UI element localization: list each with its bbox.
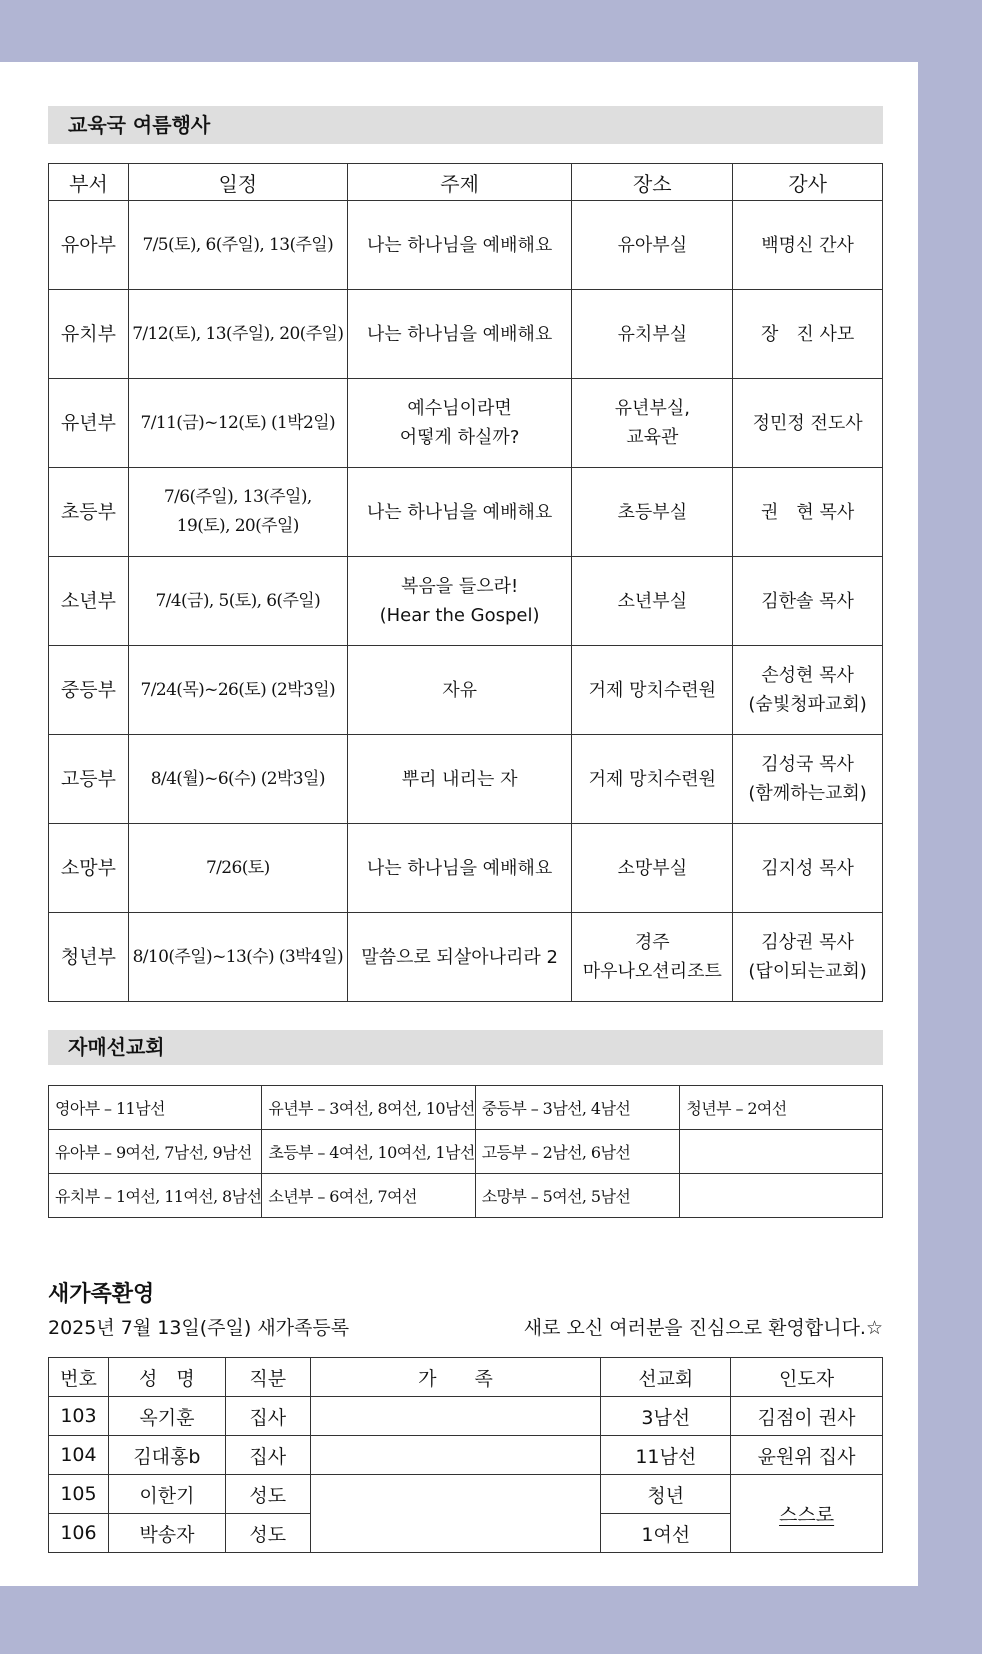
cell-line: 경주 — [634, 932, 670, 953]
cell-line: 소망부실 — [617, 857, 688, 879]
mission-cell: 영아부 – 11남선 — [49, 1086, 262, 1130]
cell-name: 박송자 — [108, 1514, 225, 1553]
missions-table — [48, 1085, 883, 1218]
cell-place — [572, 824, 733, 913]
section-title-missions: 자매선교회 — [48, 1030, 883, 1065]
table-row — [49, 1436, 883, 1475]
cell-date — [128, 379, 347, 468]
cell-theme — [347, 201, 572, 290]
cell-speaker — [733, 913, 883, 1002]
cell-date — [128, 735, 347, 824]
cell-line: 말씀으로 되살아나리라 2 — [361, 946, 558, 968]
cell-speaker — [733, 201, 883, 290]
cell-line: 어떻게 하실까? — [399, 427, 520, 448]
cell-no: 105 — [49, 1475, 109, 1514]
cell-place — [572, 557, 733, 646]
mission-cell — [680, 1174, 883, 1218]
cell-line: 유아부실 — [617, 234, 688, 256]
cell-line: 유치부실 — [617, 323, 688, 345]
cell-place — [572, 735, 733, 824]
header-name: 성 명 — [108, 1358, 225, 1397]
new-family-date: 2025년 7월 13일(주일) 새가족등록 — [48, 1317, 350, 1339]
header-place: 장소 — [572, 164, 733, 201]
cell-mission: 11남선 — [601, 1436, 731, 1475]
cell-date — [128, 290, 347, 379]
cell-theme — [347, 824, 572, 913]
cell-line: 복음을 들으라! — [400, 576, 519, 597]
summer-events-table — [48, 163, 883, 1002]
mission-cell: 소년부 – 6여선, 7여선 — [262, 1174, 475, 1218]
cell-speaker — [733, 646, 883, 735]
header-family: 가 족 — [310, 1358, 601, 1397]
mission-cell: 초등부 – 4여선, 10여선, 1남선 — [262, 1130, 475, 1174]
table-row — [49, 290, 883, 379]
cell-line: (숨빛청파교회) — [748, 694, 867, 715]
cell-guide: 스스로 — [731, 1475, 883, 1553]
cell-dept: 청년부 — [49, 913, 129, 1002]
cell-name: 옥기훈 — [108, 1397, 225, 1436]
cell-dept: 초등부 — [49, 468, 129, 557]
cell-line: 초등부실 — [617, 501, 688, 523]
new-family-welcome: 새로 오신 여러분을 진심으로 환영합니다.☆ — [523, 1317, 883, 1339]
cell-dept: 유아부 — [49, 201, 129, 290]
header-no: 번호 — [49, 1358, 109, 1397]
cell-line: 거제 망치수련원 — [588, 768, 717, 790]
cell-role: 집사 — [225, 1436, 310, 1475]
cell-date — [128, 468, 347, 557]
cell-line: 백명신 간사 — [761, 234, 854, 256]
mission-cell: 고등부 – 2남선, 6남선 — [475, 1130, 680, 1174]
cell-theme — [347, 735, 572, 824]
header-guide: 인도자 — [731, 1358, 883, 1397]
cell-line: 김지성 목사 — [761, 857, 854, 879]
cell-line: 예수님이라면 — [407, 398, 512, 419]
cell-family — [310, 1436, 601, 1475]
header-speaker: 강사 — [733, 164, 883, 201]
cell-theme — [347, 557, 572, 646]
cell-date — [128, 913, 347, 1002]
cell-theme — [347, 468, 572, 557]
table-header-row — [49, 164, 883, 201]
cell-mission: 1여선 — [601, 1514, 731, 1553]
cell-dept: 소망부 — [49, 824, 129, 913]
cell-speaker — [733, 557, 883, 646]
cell-place — [572, 379, 733, 468]
table-row — [49, 1174, 883, 1218]
cell-line: 7/11(금)~12(토) (1박2일) — [140, 412, 336, 433]
cell-dept: 유치부 — [49, 290, 129, 379]
cell-line: 손성현 목사 — [761, 665, 854, 686]
cell-line: 나는 하나님을 예배해요 — [366, 857, 553, 879]
cell-line: (답이되는교회) — [748, 961, 867, 982]
cell-role: 성도 — [225, 1475, 310, 1514]
cell-place — [572, 468, 733, 557]
table-row — [49, 468, 883, 557]
cell-speaker — [733, 468, 883, 557]
table-row — [49, 1475, 883, 1514]
cell-name: 이한기 — [108, 1475, 225, 1514]
cell-line: 거제 망치수련원 — [588, 679, 717, 701]
cell-line: 자유 — [442, 679, 477, 701]
table-header-row — [49, 1358, 883, 1397]
table-row — [49, 1086, 883, 1130]
cell-name: 김대홍b — [108, 1436, 225, 1475]
mission-cell: 유년부 – 3여선, 8여선, 10남선 — [262, 1086, 475, 1130]
cell-family — [310, 1475, 601, 1553]
cell-line: 마우나오션리조트 — [582, 961, 722, 982]
table-row — [49, 557, 883, 646]
cell-no: 104 — [49, 1436, 109, 1475]
cell-family — [310, 1397, 601, 1436]
cell-line: 정민정 전도사 — [752, 412, 863, 434]
new-family-table — [48, 1357, 883, 1553]
cell-date — [128, 201, 347, 290]
mission-cell: 중등부 – 3남선, 4남선 — [475, 1086, 680, 1130]
cell-speaker — [733, 735, 883, 824]
cell-line: 7/26(토) — [205, 857, 270, 878]
mission-cell: 유아부 – 9여선, 7남선, 9남선 — [49, 1130, 262, 1174]
cell-guide: 윤원위 집사 — [731, 1436, 883, 1475]
cell-line: 소년부실 — [617, 590, 688, 612]
cell-theme — [347, 290, 572, 379]
cell-mission: 3남선 — [601, 1397, 731, 1436]
header-dept: 부서 — [49, 164, 129, 201]
cell-place — [572, 290, 733, 379]
header-mission: 선교회 — [601, 1358, 731, 1397]
cell-dept: 유년부 — [49, 379, 129, 468]
table-row — [49, 735, 883, 824]
cell-date — [128, 557, 347, 646]
section-title-summer-events: 교육국 여름행사 — [48, 106, 883, 144]
cell-mission: 청년 — [601, 1475, 731, 1514]
cell-role: 성도 — [225, 1514, 310, 1553]
table-row — [49, 1397, 883, 1436]
table-row — [49, 646, 883, 735]
cell-theme — [347, 379, 572, 468]
cell-line: 김상권 목사 — [761, 932, 854, 953]
cell-speaker — [733, 379, 883, 468]
header-role: 직분 — [225, 1358, 310, 1397]
cell-line: (함께하는교회) — [748, 783, 867, 804]
cell-place — [572, 646, 733, 735]
cell-speaker — [733, 824, 883, 913]
mission-cell: 청년부 – 2여선 — [680, 1086, 883, 1130]
cell-line: 유년부실, — [614, 398, 690, 419]
cell-line: 김성국 목사 — [761, 754, 854, 775]
cell-line: 뿌리 내리는 자 — [401, 768, 518, 790]
cell-date — [128, 646, 347, 735]
table-row — [49, 379, 883, 468]
cell-line: 교육관 — [626, 427, 679, 448]
mission-cell: 소망부 – 5여선, 5남선 — [475, 1174, 680, 1218]
cell-line: 19(토), 20(주일) — [176, 516, 299, 536]
cell-line: 권 현 목사 — [760, 501, 855, 523]
table-row — [49, 824, 883, 913]
cell-line: 7/4(금), 5(토), 6(주일) — [155, 590, 321, 611]
cell-dept: 고등부 — [49, 735, 129, 824]
table-row — [49, 201, 883, 290]
cell-line: 김한솔 목사 — [761, 590, 854, 612]
cell-line: 7/6(주일), 13(주일), — [163, 487, 312, 507]
cell-line: 7/5(토), 6(주일), 13(주일) — [142, 234, 334, 255]
cell-speaker — [733, 290, 883, 379]
cell-line: 장 진 사모 — [760, 323, 855, 345]
cell-date — [128, 824, 347, 913]
cell-role: 집사 — [225, 1397, 310, 1436]
cell-line: 8/10(주일)~13(수) (3박4일) — [132, 946, 343, 967]
mission-cell — [680, 1130, 883, 1174]
cell-place — [572, 201, 733, 290]
cell-dept: 소년부 — [49, 557, 129, 646]
cell-line: (Hear the Gospel) — [379, 605, 540, 626]
table-row — [49, 1130, 883, 1174]
cell-theme — [347, 646, 572, 735]
table-row — [49, 913, 883, 1002]
cell-line: 나는 하나님을 예배해요 — [366, 234, 553, 256]
cell-line: 나는 하나님을 예배해요 — [366, 323, 553, 345]
cell-place — [572, 913, 733, 1002]
header-theme: 주제 — [347, 164, 572, 201]
cell-line: 8/4(월)~6(수) (2박3일) — [150, 768, 325, 789]
cell-no: 103 — [49, 1397, 109, 1436]
cell-dept: 중등부 — [49, 646, 129, 735]
cell-line: 7/12(토), 13(주일), 20(주일) — [132, 323, 344, 344]
cell-theme — [347, 913, 572, 1002]
cell-line: 나는 하나님을 예배해요 — [366, 501, 553, 523]
cell-no: 106 — [49, 1514, 109, 1553]
header-date: 일정 — [128, 164, 347, 201]
new-family-title: 새가족환영 — [48, 1282, 155, 1307]
mission-cell: 유치부 – 1여선, 11여선, 8남선 — [49, 1174, 262, 1218]
cell-line: 7/24(목)~26(토) (2박3일) — [140, 679, 336, 700]
cell-guide: 김점이 권사 — [731, 1397, 883, 1436]
